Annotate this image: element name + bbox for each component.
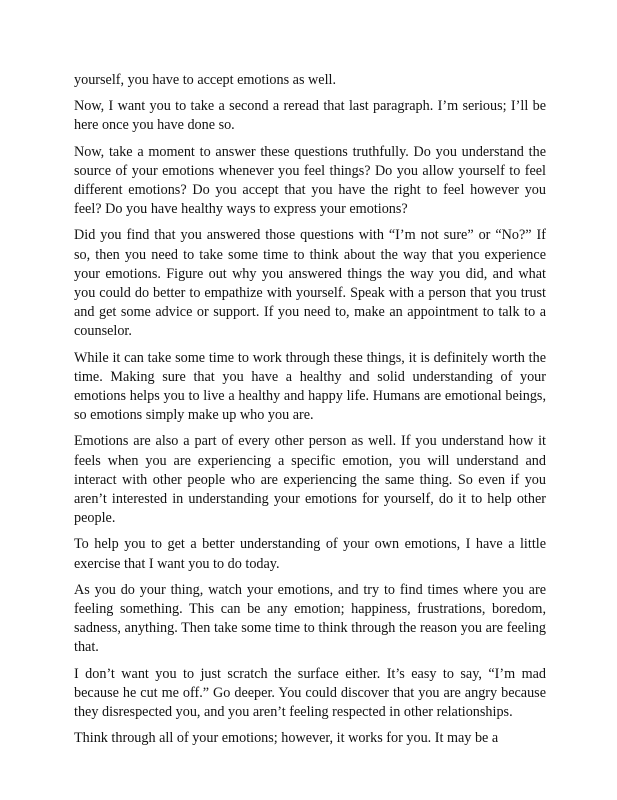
paragraph-4: Did you find that you answered those questions with “I’m not sure” or “No?” If so, then you need to take some time to think about the way that you experience your emotions. Figure out why you answered things the way you did, and what you could do better to empathize with yourself. Speak with a person that you trust and get some advice or support. If you need to, make an appointment to talk to a counselor. [74,227,546,340]
paragraph-2: Now, I want you to take a second a reread that last paragraph. I’m serious; I’ll be here once you have done so. [74,98,546,134]
paragraph-3: Now, take a moment to answer these questions truthfully. Do you understand the source of your emotions whenever you feel things? Do you allow yourself to feel different emotions? Do you accept that you have the right to feel however you feel? Do you have healthy ways to express your emotions? [74,143,546,218]
paragraph-8: As you do your thing, watch your emotions, and try to find times where you are feeling something. This can be any emotion; happiness, frustrations, boredom, sadness, anything. Then take some time to think through the reason you are feeling that. [74,581,546,656]
paragraph-6: Emotions are also a part of every other person as well. If you understand how it feels when you are experiencing a specific emotion, you will understand and interact with other people who are experiencing the same thing. So even if you aren’t interested in understanding your emotions for yourself, do it to help other people. [74,433,546,527]
paragraph-1: yourself, you have to accept emotions as well. [74,72,336,88]
paragraph-10: Think through all of your emotions; however, it works for you. It may be a [74,730,499,747]
page-body [74,71,546,756]
paragraph-5: While it can take some time to work through these things, it is definitely worth the time. Making sure that you have a healthy and solid understanding of your emotions helps you to live a healthy and happy life. Humans are emotional beings, so emotions simply make up who you are. [74,349,546,424]
paragraph-9: I don’t want you to just scratch the surface either. It’s easy to say, “I’m mad because he cut me off.” Go deeper. You could discover that you are angry because they disrespected you, and you aren’t feeling respected in other relationships. [74,665,546,721]
paragraph-7: To help you to get a better understanding of your own emotions, I have a little exercise that I want you to do today. [74,536,546,572]
